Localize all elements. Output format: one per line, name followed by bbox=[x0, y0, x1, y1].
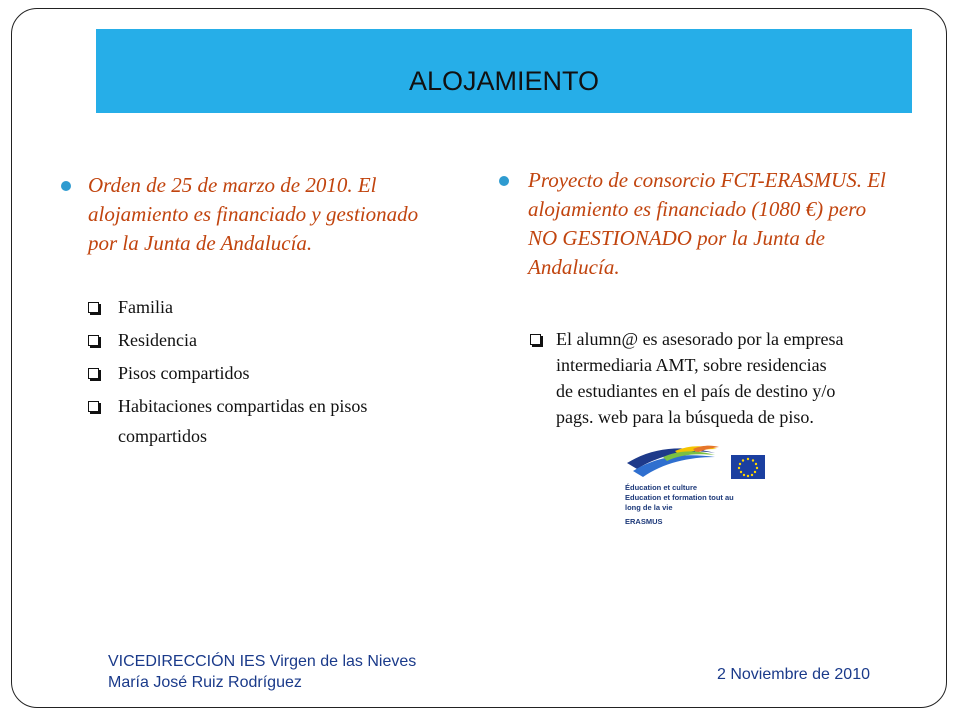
right-lead-line: alojamiento es financiado (1080 €) pero bbox=[528, 197, 867, 221]
checkbox-bullet-icon bbox=[88, 368, 99, 379]
erasmus-swoosh-icon bbox=[623, 441, 766, 483]
right-sub-item bbox=[530, 326, 920, 430]
checkbox-bullet-icon bbox=[88, 302, 99, 313]
list-item: Residencia bbox=[88, 325, 448, 355]
left-lead-line: por la Junta de Andalucía. bbox=[88, 231, 313, 255]
slide-title: ALOJAMIENTO bbox=[408, 66, 600, 96]
logo-text-line: long de la vie bbox=[625, 503, 673, 512]
list-item: El alumn@ es asesorado por la empresa intermediaria AMT, sobre residencias de estudiantes en el país de destino y/o pags. web para la búsqueda de piso. bbox=[530, 326, 920, 430]
left-lead-text bbox=[88, 171, 448, 258]
right-lead-line: NO GESTIONADO por la Junta de bbox=[528, 226, 825, 250]
footer-line: VICEDIRECCIÓN IES Virgen de las Nieves bbox=[108, 653, 417, 670]
erasmus-logo bbox=[623, 441, 766, 541]
logo-text-line: Education et formation tout au bbox=[625, 493, 734, 502]
right-lead-text bbox=[528, 166, 908, 282]
footer-line: María José Ruiz Rodríguez bbox=[108, 674, 302, 691]
footer-date: 2 Noviembre de 2010 bbox=[717, 666, 870, 683]
checkbox-bullet-icon bbox=[88, 401, 99, 412]
checkbox-bullet-icon bbox=[530, 334, 541, 345]
list-item: Pisos compartidos bbox=[88, 358, 448, 388]
list-item: Habitaciones compartidas en pisos bbox=[88, 391, 448, 421]
bullet-dot bbox=[61, 181, 71, 191]
right-lead-line: Proyecto de consorcio FCT-ERASMUS. El bbox=[528, 168, 886, 192]
checkbox-bullet-icon bbox=[88, 335, 99, 346]
bullet-dot bbox=[499, 176, 509, 186]
list-item-continuation: compartidos bbox=[118, 426, 207, 446]
left-sub-list bbox=[88, 292, 448, 451]
logo-text-line: Éducation et culture bbox=[625, 483, 698, 492]
left-lead-line: Orden de 25 de marzo de 2010. El bbox=[88, 173, 377, 197]
list-item: Familia bbox=[88, 292, 448, 322]
logo-text-line: ERASMUS bbox=[625, 517, 663, 526]
right-lead-line: Andalucía. bbox=[528, 255, 620, 279]
footer-author bbox=[108, 651, 416, 693]
left-lead-line: alojamiento es financiado y gestionado bbox=[88, 202, 419, 226]
